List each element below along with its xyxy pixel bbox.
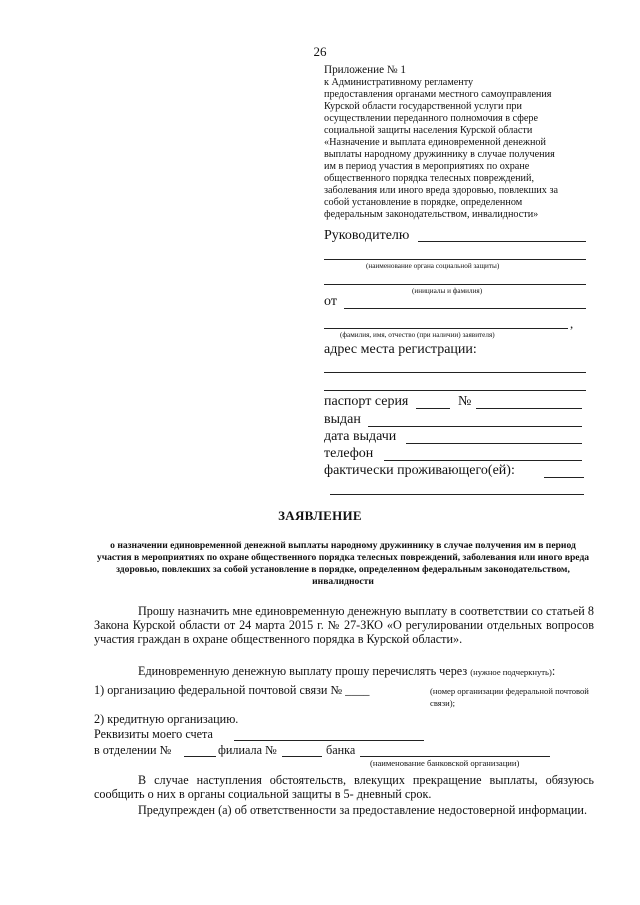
appendix-line: «Назначение и выплата единовременной денежной [324,137,546,148]
filial-number-line[interactable] [282,756,322,757]
from-line[interactable] [344,308,586,309]
appendix-line: предоставления органами местного самоуправления [324,89,552,100]
branch-number-line[interactable] [184,756,216,757]
bank-label: банка [326,743,356,757]
transfer-note: (нужное подчеркнуть) [470,667,552,677]
appendix-line: заболевания или иного вреда здоровью, повлекших за [324,185,558,196]
actual-residence-label: фактически проживающего(ей): [324,463,515,478]
option-postal-note: (номер организации федеральной почтовой связи); [430,686,589,708]
appendix-line: федеральным законодательством, инвалидности» [324,209,539,220]
appendix-line: к Административному регламенту [324,77,474,88]
issued-label: выдан [324,412,361,427]
passport-number-line[interactable] [476,408,582,409]
bank-line[interactable] [360,756,550,757]
issued-line[interactable] [368,426,582,427]
appendix-line: осуществлении переданного полномочия в сфере [324,113,539,124]
appendix-block [324,64,624,221]
request-paragraph: Прошу назначить мне единовременную денежную выплату в соответствии со статьей 8 Закона Курской области от 24 марта 2015 г. № 27-ЗКО «О регулировании отдельных вопросов участия граждан в охране общественного порядка в Курской области». [94,604,594,646]
fio-line[interactable] [324,284,586,285]
warning-paragraph: Предупрежден (а) об ответственности за предоставление недостоверной информации. [138,803,587,817]
phone-label: телефон [324,446,374,461]
actual-residence-line[interactable] [544,477,584,478]
branch-label: в отделении № [94,743,172,757]
address-line-2[interactable] [324,390,586,391]
addressee-line[interactable] [418,241,586,242]
filial-label: филиала № [218,743,277,757]
comma: , [570,316,574,331]
actual-residence-line-2[interactable] [330,494,584,495]
appendix-line: им в период участия в мероприятиях по охране [324,161,530,172]
option-postal[interactable] [94,683,370,698]
appendix-line: Курской области государственной услуги при [324,101,522,112]
option-credit[interactable]: 2) кредитную организацию. [94,712,239,726]
issue-date-line[interactable] [406,443,582,444]
applicant-line[interactable] [324,328,568,329]
addressee-label: Руководителю [324,228,410,243]
passport-number-label: № [458,394,472,409]
appendix-line: выплаты народному дружиннику в случае получения [324,149,555,160]
option-postal-blank: ____ [345,683,370,697]
account-line[interactable] [234,740,424,741]
address-line-1[interactable] [324,372,586,373]
appendix-line: общественного порядка телесных повреждений, [324,173,534,184]
appendix-line: собой установление в порядке, определенном [324,197,523,208]
transfer-text: Единовременную денежную выплату прошу перечислять через [138,664,468,678]
bank-caption: (наименование банковской организации) [370,758,520,768]
passport-series-line[interactable] [416,408,450,409]
account-label: Реквизиты моего счета [94,727,213,741]
page-number: 26 [313,44,327,59]
organ-caption: (наименование органа социальной защиты) [366,262,500,270]
passport-series-label: паспорт серия [324,394,409,409]
option-postal-text: 1) организацию федеральной почтовой связи № [94,683,343,697]
phone-line[interactable] [384,460,582,461]
from-label: от [324,294,337,309]
document-subtitle: о назначении единовременной денежной выплаты народному дружиннику в случае получения им в период участия в мероприятиях по охране общественного порядка телесных повреждений, заболевания или иного вреда здоровью, повлекших за собой установление в порядке, определенном федеральным законодательством, инвалидности [96,540,590,587]
fio-caption: (инициалы и фамилия) [412,287,483,295]
appendix-line: Приложение № 1 [324,64,406,76]
transfer-paragraph: Единовременную денежную выплату прошу перечислять через (нужное подчеркнуть): [138,664,556,678]
organ-line[interactable] [324,259,586,260]
address-label: адрес места регистрации: [324,342,477,357]
document-title: ЗАЯВЛЕНИЕ [278,508,362,523]
applicant-caption: (фамилия, имя, отчество (при наличии) заявителя) [340,331,495,339]
termination-paragraph: В случае наступления обстоятельств, влекущих прекращение выплаты, обязуюсь сообщить о них в органы социальной защиты в 5- дневный срок. [94,773,594,801]
appendix-line: социальной защиты населения Курской области [324,125,533,136]
issue-date-label: дата выдачи [324,429,397,444]
